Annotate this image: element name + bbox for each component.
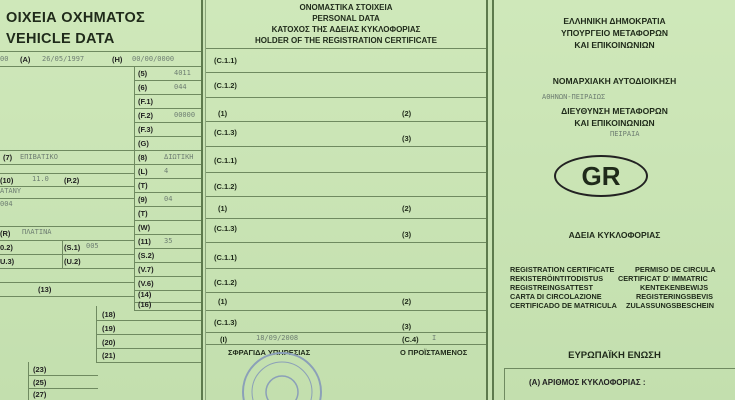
translation-text: KENTEKENBEWIJS xyxy=(640,283,709,292)
translation-text: REGISTREINGSATTEST xyxy=(510,283,593,292)
translation-text: CERTIFICAT D' IMMATRIC xyxy=(618,274,708,283)
divider xyxy=(206,292,486,293)
field-value: 4 xyxy=(164,167,169,175)
field-row xyxy=(134,234,201,249)
personal-data-title-en: PERSONAL DATA xyxy=(312,14,380,23)
holder2-surname-label: (C.1.1) xyxy=(214,156,237,165)
field-label-h: (H) xyxy=(112,55,123,64)
field-label-13: (13) xyxy=(38,285,52,294)
divider xyxy=(62,240,63,268)
translation-text: REKISTERÖINTITODISTUS xyxy=(510,274,604,283)
divider xyxy=(206,218,486,219)
field-value: 044 xyxy=(174,83,187,91)
issuing-country: ΕΛΛΗΝΙΚΗ ΔΗΜΟΚΡΑΤΙΑ xyxy=(563,16,666,26)
service-seal-label: ΣΦΡΑΓΙΔΑ ΥΠΗΡΕΣΙΑΣ xyxy=(228,348,311,357)
divider xyxy=(206,146,486,147)
field-label-21: (21) xyxy=(102,351,116,360)
translation-text: CERTIFICADO DE MATRICULA xyxy=(510,301,617,310)
field-row xyxy=(134,262,201,277)
field-label: (L) xyxy=(138,167,148,176)
divider xyxy=(206,48,486,49)
official-seal-icon xyxy=(242,352,322,400)
field-row xyxy=(134,178,201,193)
field-label-o2: 0.2) xyxy=(0,243,13,252)
directorate-line-2: ΚΑΙ ΕΠΙΚΟΙΝΩΝΙΩΝ xyxy=(574,118,655,128)
field-label: (S.2) xyxy=(138,251,155,260)
field-label-19: (19) xyxy=(102,324,116,333)
field-label: (8) xyxy=(138,153,148,162)
holder3-field-2-label: (2) xyxy=(402,297,412,306)
document-title: ΑΔΕΙΑ ΚΥΚΛΟΦΟΡΙΑΣ xyxy=(568,230,661,240)
divider xyxy=(96,362,203,363)
field-label-20: (20) xyxy=(102,338,116,347)
holder-field-3-label: (3) xyxy=(402,134,412,143)
field-label: (11) xyxy=(138,237,151,246)
field-label: (V.7) xyxy=(138,265,154,274)
directorate-line-1: ΔΙΕΥΘΥΝΣΗ ΜΕΤΑΦΟΡΩΝ xyxy=(561,106,668,116)
holder-title-en: HOLDER OF THE REGISTRATION CERTIFICATE xyxy=(255,36,437,45)
divider xyxy=(28,388,98,389)
divider xyxy=(0,226,134,227)
field-label-u2: (U.2) xyxy=(64,257,81,266)
field-row xyxy=(134,108,201,123)
field-label: (T) xyxy=(138,181,148,190)
field-label: (14) xyxy=(138,290,152,299)
country-code-badge: GR xyxy=(554,155,648,197)
divider xyxy=(0,150,134,151)
field-row xyxy=(134,136,201,151)
field-label-18: (18) xyxy=(102,310,116,319)
holder2-name-label: (C.1.2) xyxy=(214,182,237,191)
field-label-s1: (S.1) xyxy=(64,243,81,252)
field-value: 00 xyxy=(0,55,9,63)
vehicle-category: ΕΠΙΒΑΤΙΚΟ xyxy=(20,153,58,161)
field-label-7: (7) xyxy=(3,153,13,162)
divider xyxy=(0,296,134,297)
vehicle-data-title-gr: ΟΙΧΕΙΑ ΟΧΗΜΑΤΟΣ xyxy=(6,10,146,26)
first-registration-row xyxy=(0,52,201,67)
holder3-address-label: (C.1.3) xyxy=(214,318,237,327)
field-value: 4011 xyxy=(174,69,191,77)
field-row xyxy=(134,192,201,207)
directorate-city: ΠΕΙΡΑΙΑ xyxy=(610,130,640,138)
field-label-u3: U.3) xyxy=(0,257,15,266)
personal-data-page xyxy=(205,0,488,400)
field-row xyxy=(134,248,201,263)
divider xyxy=(206,172,486,173)
divider xyxy=(206,121,486,122)
vehicle-data-page xyxy=(0,0,203,400)
field-label: (16) xyxy=(138,300,152,309)
holder3-field-1-label: (1) xyxy=(218,297,228,306)
holder3-field-3-label: (3) xyxy=(402,322,412,331)
translation-text: ZULASSUNGSBESCHEIN xyxy=(626,301,714,310)
field-row xyxy=(134,220,201,235)
registration-number-label: (Α) ΑΡΙΘΜΟΣ ΚΥΚΛΟΦΟΡΙΑΣ : xyxy=(529,378,646,387)
divider xyxy=(206,196,486,197)
divider xyxy=(206,310,486,311)
field-label: (F.1) xyxy=(138,97,153,106)
field-label-27: (27) xyxy=(33,390,47,399)
director-signature-label: Ο ΠΡΟΪΣΤΑΜΕΝΟΣ xyxy=(400,348,468,357)
prefecture: ΝΟΜΑΡΧΙΑΚΗ ΑΥΤΟΔΙΟΙΚΗΣΗ xyxy=(552,76,677,86)
divider xyxy=(0,268,134,269)
field-label-a: (A) xyxy=(20,55,31,64)
field-value: 005 xyxy=(86,242,99,250)
holder-address-label: (C.1.3) xyxy=(214,128,237,137)
divider xyxy=(96,320,203,321)
field-label-r: (R) xyxy=(0,229,11,238)
field-label-p2: (P.2) xyxy=(64,176,80,185)
translation-text: REGISTERINGSBEVIS xyxy=(636,292,714,301)
field-row xyxy=(134,66,201,81)
divider xyxy=(206,242,486,243)
field-label-25: (25) xyxy=(33,378,47,387)
holder2-field-3-label: (3) xyxy=(402,230,412,239)
divider xyxy=(96,348,203,349)
personal-data-title-gr: ΟΝΟΜΑΣΤΙΚΑ ΣΤΟΙΧΕΙΑ xyxy=(299,3,393,12)
holder2-field-2-label: (2) xyxy=(402,204,412,213)
divider xyxy=(206,72,486,73)
holder3-name-label: (C.1.2) xyxy=(214,278,237,287)
field-row xyxy=(134,150,201,165)
divider xyxy=(0,164,134,165)
field-label: (F.2) xyxy=(138,111,153,120)
field-row xyxy=(134,164,201,179)
divider xyxy=(0,198,134,199)
holder-field-1-label: (1) xyxy=(218,109,228,118)
holder2-field-1-label: (1) xyxy=(218,204,228,213)
field-value: 04 xyxy=(164,195,173,203)
divider xyxy=(206,344,486,345)
field-row xyxy=(134,94,201,109)
field-value: ΔΙΩΤΙΚΗ xyxy=(164,153,194,161)
field-row xyxy=(134,206,201,221)
european-union-label: ΕΥΡΩΠΑΪΚΗ ΕΝΩΣΗ xyxy=(568,350,661,361)
divider xyxy=(206,97,486,98)
field-label: (9) xyxy=(138,195,148,204)
field-label: (F.3) xyxy=(138,125,153,134)
field-row xyxy=(134,80,201,95)
field-label: (6) xyxy=(138,83,148,92)
field-label-10: (10) xyxy=(0,176,14,185)
divider xyxy=(206,268,486,269)
field-label: (V.6) xyxy=(138,279,154,288)
field-value: ΑΤΑΝΥ xyxy=(0,187,22,195)
field-row xyxy=(134,122,201,137)
registration-date: 26/05/1997 xyxy=(42,55,85,63)
divider xyxy=(28,375,98,376)
field-label-23: (23) xyxy=(33,365,47,374)
holder-name-label: (C.1.2) xyxy=(214,81,237,90)
divider xyxy=(0,240,134,241)
field-label: (G) xyxy=(138,139,149,148)
divider xyxy=(28,362,29,400)
divider xyxy=(0,254,134,255)
field-label: (T) xyxy=(138,209,148,218)
field-c4-label: (C.4) xyxy=(402,335,419,344)
divider xyxy=(0,282,134,283)
holder-title-gr: ΚΑΤΟΧΟΣ ΤΗΣ ΑΔΕΙΑΣ ΚΥΚΛΟΦΟΡΙΑΣ xyxy=(271,25,421,34)
holder-surname-label: (C.1.1) xyxy=(214,56,237,65)
holder-field-2-label: (2) xyxy=(402,109,412,118)
prefecture-region: ΑΘΗΝΩΝ-ΠΕΙΡΑΙΩΣ xyxy=(542,93,606,101)
divider xyxy=(0,173,134,174)
holder2-address-label: (C.1.3) xyxy=(214,224,237,233)
translation-text: CARTA DI CIRCOLAZIONE xyxy=(510,292,602,301)
field-value: 11.0 xyxy=(32,175,49,183)
holder3-surname-label: (C.1.1) xyxy=(214,253,237,262)
field-value-h: 00/00/0000 xyxy=(132,55,175,63)
ministry-line-2: ΚΑΙ ΕΠΙΚΟΙΝΩΝΙΩΝ xyxy=(574,40,655,50)
issue-date-label: (I) xyxy=(220,335,228,344)
field-label: (W) xyxy=(138,223,151,232)
ministry-line-1: ΥΠΟΥΡΓΕΙΟ ΜΕΤΑΦΟΡΩΝ xyxy=(560,28,669,38)
field-label: (5) xyxy=(138,69,148,78)
registration-number-box xyxy=(504,368,735,400)
divider xyxy=(96,334,203,335)
field-value: 004 xyxy=(0,200,13,208)
vehicle-data-title-en: VEHICLE DATA xyxy=(6,31,115,47)
field-value: 35 xyxy=(164,237,173,245)
translation-text: PERMISO DE CIRCULA xyxy=(635,265,716,274)
divider xyxy=(206,332,486,333)
cover-page xyxy=(492,0,735,400)
field-value: 00000 xyxy=(174,111,196,119)
vehicle-colour: ΠΛΑΤΙΝΑ xyxy=(22,228,52,236)
translation-text: REGISTRATION CERTIFICATE xyxy=(510,265,615,274)
field-c4-value: I xyxy=(432,334,437,342)
field-row xyxy=(134,300,201,311)
issue-date: 18/09/2008 xyxy=(256,334,299,342)
